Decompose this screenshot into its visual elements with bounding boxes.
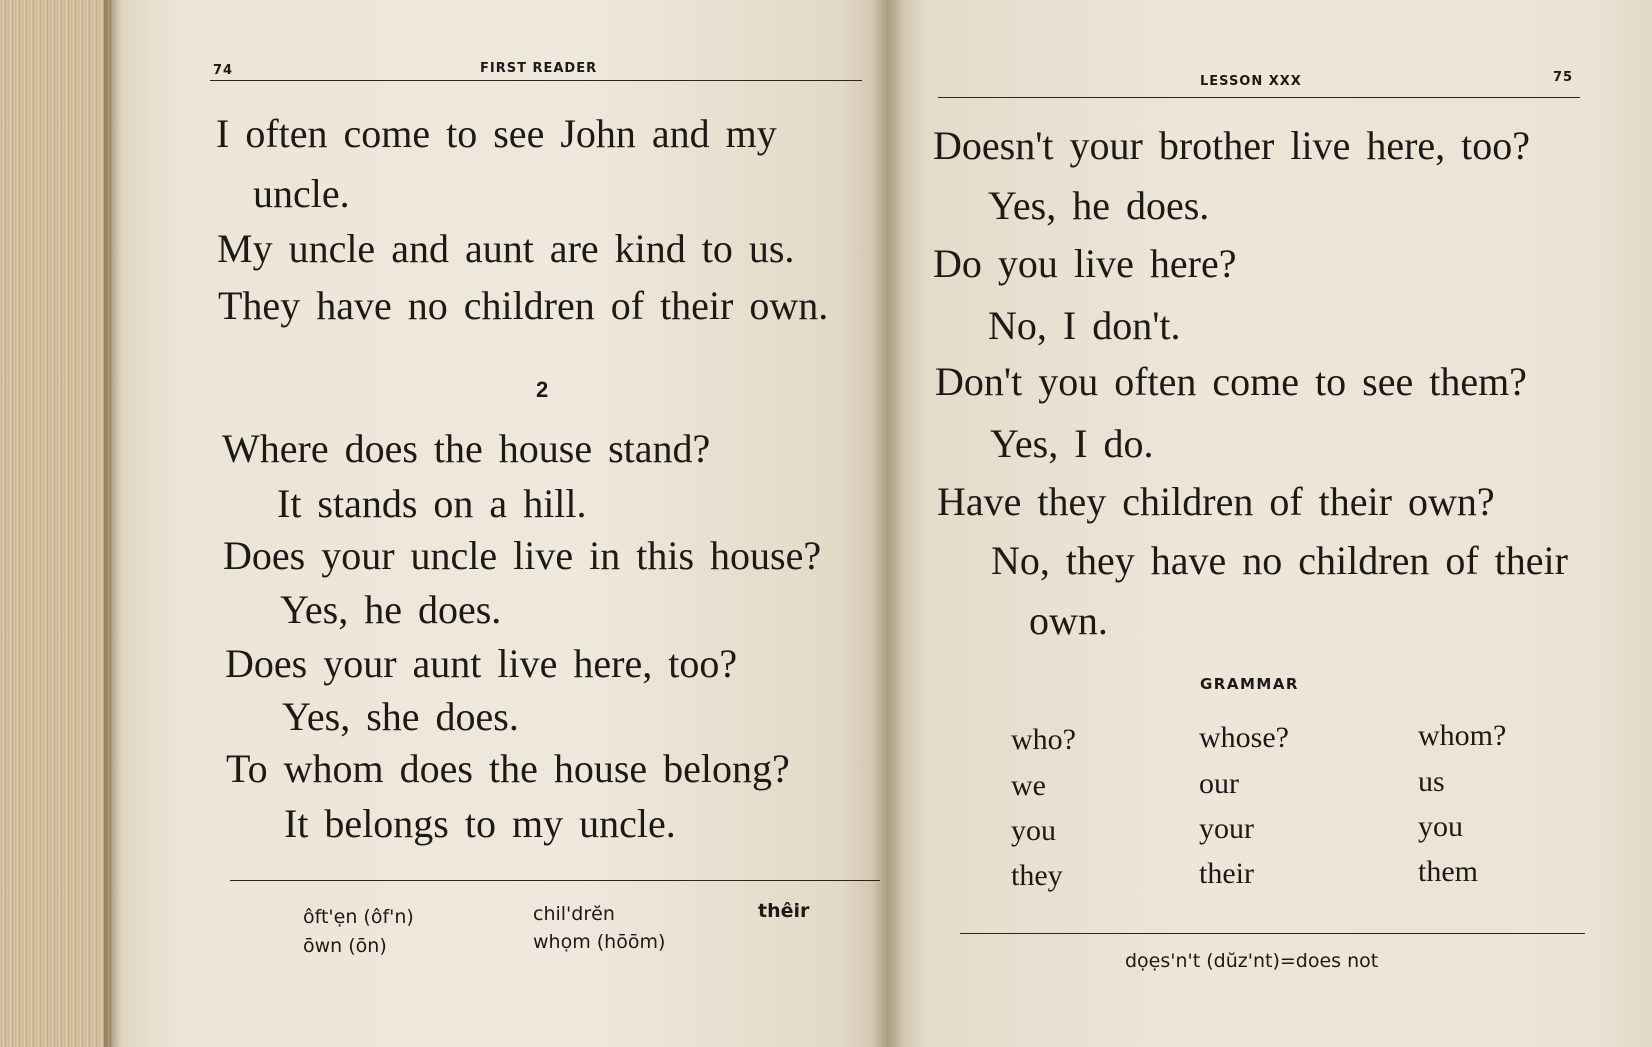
dialogue-answer: own. [1029, 598, 1108, 643]
dialogue-answer: No, I don't. [988, 303, 1181, 348]
right-footnote-rule [960, 933, 1585, 934]
grammar-cell: them [1418, 855, 1478, 888]
left-header-rule [210, 80, 862, 81]
right-running-head: LESSON XXX [1200, 74, 1302, 89]
edge-shadow [104, 0, 122, 1047]
text-line: uncle. [253, 171, 350, 216]
grammar-cell: they [1011, 859, 1063, 892]
dialogue-answer: No, they have no children of their [991, 538, 1568, 583]
left-running-head: FIRST READER [480, 61, 598, 76]
dialogue-question: Do you live here? [933, 241, 1237, 286]
grammar-cell: you [1011, 814, 1056, 847]
dialogue-question: Where does the house stand? [222, 426, 711, 471]
grammar-cell: your [1199, 812, 1254, 845]
page-edges [0, 0, 112, 1047]
grammar-cell: their [1199, 857, 1254, 890]
dialogue-answer: It stands on a hill. [277, 481, 587, 526]
grammar-header: whom? [1418, 719, 1507, 752]
footnote-pronunciation: ōwn (ōn) [303, 935, 387, 957]
dialogue-answer: Yes, I do. [990, 421, 1154, 466]
dialogue-answer: Yes, she does. [282, 694, 519, 739]
dialogue-answer: Yes, he does. [988, 183, 1210, 228]
grammar-cell: our [1199, 767, 1239, 800]
right-header-rule [938, 97, 1580, 98]
grammar-header: who? [1011, 723, 1076, 756]
grammar-cell: you [1418, 810, 1463, 843]
dialogue-answer: Yes, he does. [280, 587, 502, 632]
text-line: My uncle and aunt are kind to us. [217, 226, 795, 271]
dialogue-answer: It belongs to my uncle. [284, 801, 676, 846]
footnote-contraction: dọẹs'n't (dŭz'nt)=does not [1125, 950, 1379, 972]
dialogue-question: Doesn't your brother live here, too? [933, 123, 1531, 168]
footnote-pronunciation: chil'drĕn [533, 903, 615, 925]
footnote-pronunciation: ôft'ẹn (ôf'n) [303, 906, 414, 928]
grammar-header: whose? [1199, 721, 1289, 754]
grammar-title: GRAMMAR [1200, 675, 1299, 693]
dialogue-question: To whom does the house belong? [226, 746, 790, 791]
footnote-pronunciation: whọm (hōōm) [533, 931, 666, 953]
section-number: 2 [536, 377, 549, 402]
dialogue-question: Does your aunt live here, too? [225, 641, 738, 686]
right-page-number: 75 [1553, 70, 1574, 85]
text-line: I often come to see John and my [216, 111, 777, 156]
grammar-cell: us [1418, 765, 1445, 798]
grammar-cell: we [1011, 769, 1046, 802]
text-line: They have no children of their own. [218, 283, 829, 328]
left-footnote-rule [230, 880, 880, 881]
footnote-pronunciation: thêir [758, 900, 810, 922]
book-gutter [872, 0, 904, 1047]
dialogue-question: Does your uncle live in this house? [223, 533, 822, 578]
dialogue-question: Have they children of their own? [937, 479, 1495, 524]
left-page-number: 74 [213, 63, 234, 78]
dialogue-question: Don't you often come to see them? [935, 359, 1527, 404]
